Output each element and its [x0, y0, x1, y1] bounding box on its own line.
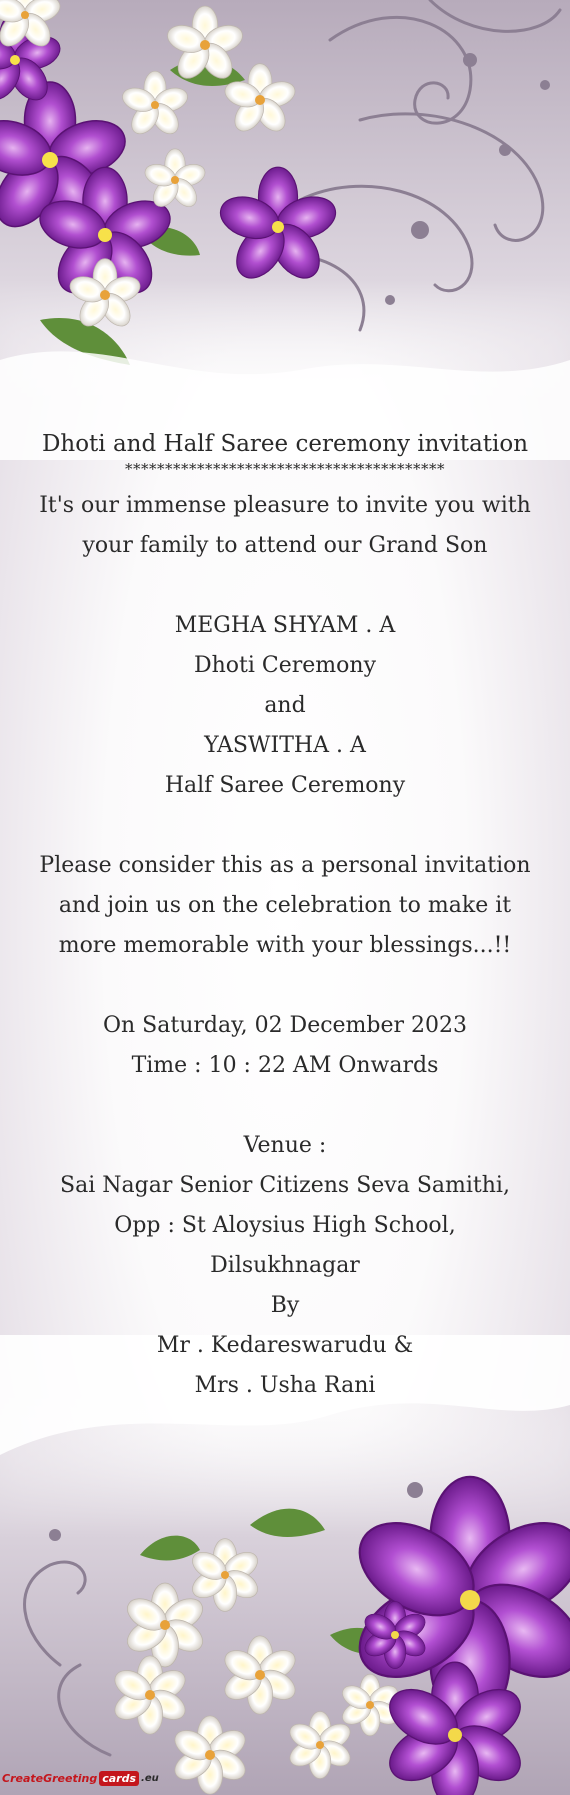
intro-text: It's our immense pleasure to invite you with your family to attend our Grand Son — [39, 493, 531, 558]
conjunction-text: and — [264, 693, 306, 718]
request-text: Please consider this as a personal invitation and join us on the celebration to make it more memorable with your blessings...!! — [39, 853, 531, 958]
star-divider: **************************************** — [125, 462, 445, 476]
watermark-text-3: .eu — [141, 1772, 159, 1784]
host-1: Mr . Kedareswarudu & — [156, 1333, 414, 1358]
venue-label: Venue : — [243, 1133, 327, 1158]
event-time: Time : 10 : 22 AM Onwards — [131, 1053, 439, 1078]
venue-line-3: Dilsukhnagar — [210, 1253, 360, 1278]
granddaughter-name: YASWITHA . A — [204, 733, 366, 758]
by-label: By — [270, 1293, 300, 1318]
ceremony-2: Half Saree Ceremony — [164, 773, 406, 798]
grandson-name: MEGHA SHYAM . A — [174, 613, 396, 638]
watermark-text-1: CreateGreeting — [2, 1771, 98, 1785]
venue-line-2: Opp : St Aloysius High School, — [114, 1213, 456, 1238]
venue-line-1: Sai Nagar Senior Citizens Seva Samithi, — [60, 1173, 510, 1198]
site-watermark-logo[interactable] — [2, 1765, 159, 1791]
event-date: On Saturday, 02 December 2023 — [102, 1013, 468, 1038]
invitation-title: Dhoti and Half Saree ceremony invitation — [41, 431, 529, 457]
ceremony-1: Dhoti Ceremony — [193, 653, 376, 678]
invitation-text — [0, 426, 570, 1406]
watermark-text-2: cards — [99, 1771, 139, 1786]
host-2: Mrs . Usha Rani — [194, 1373, 376, 1398]
top-floral-decoration — [0, 0, 570, 460]
